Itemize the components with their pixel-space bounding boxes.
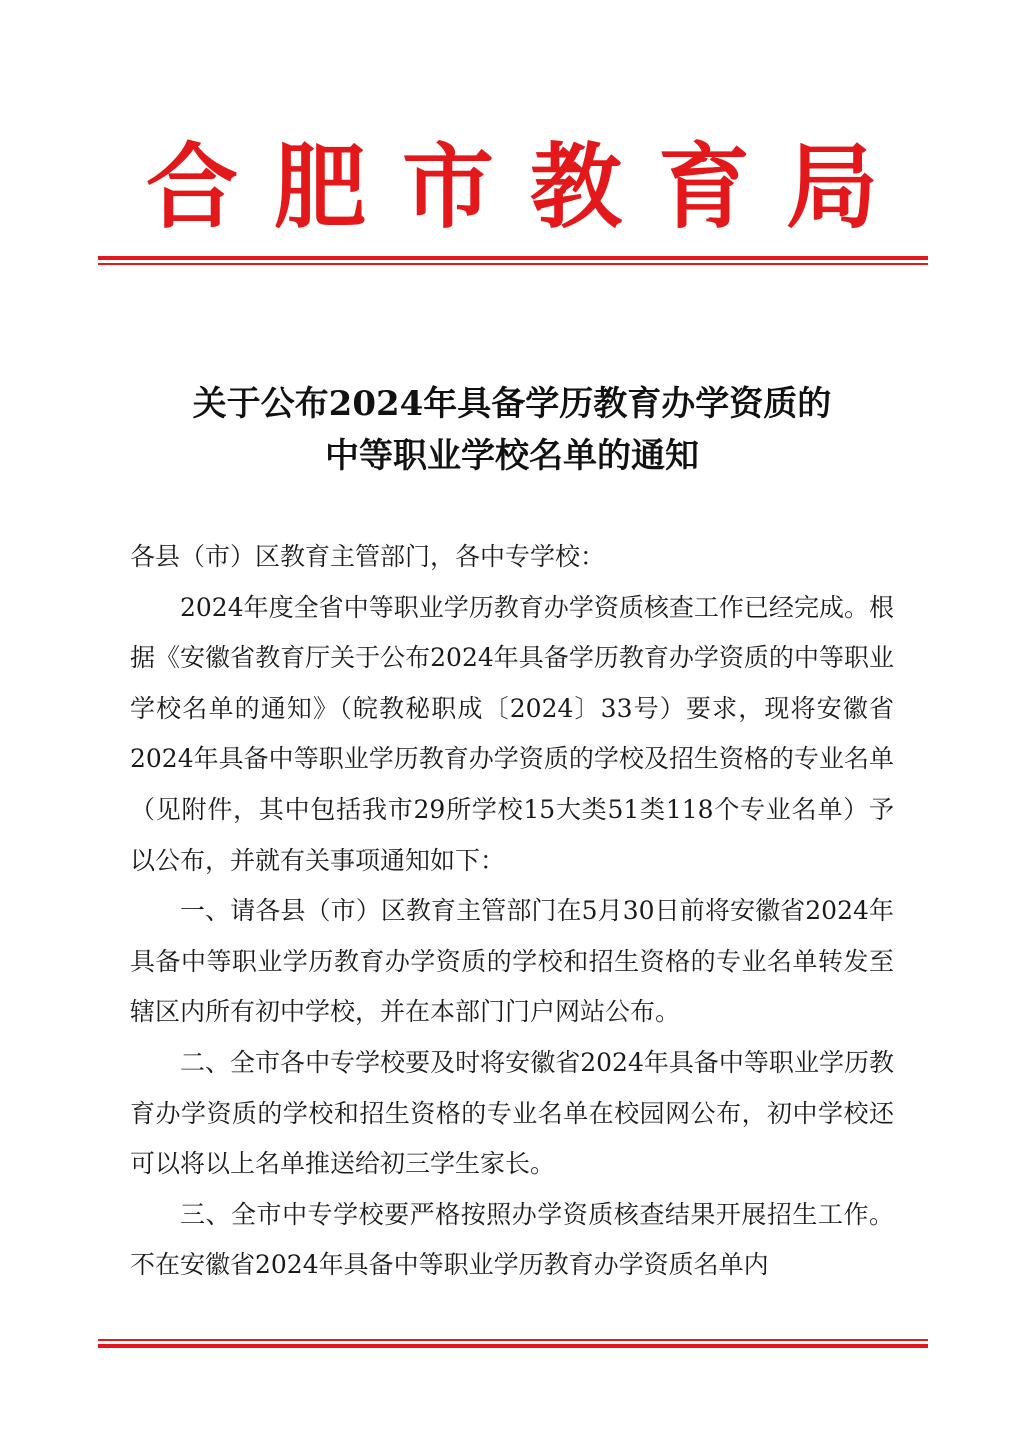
document-title-line-2: 中等职业学校名单的通知 xyxy=(325,436,699,476)
paragraph-item-3: 三、全市中专学校要严格按照办学资质核查结果开展招生工作。不在安徽省2024年具备中等职业学历教育办学资质名单内 xyxy=(130,1199,894,1280)
salutation: 各县（市）区教育主管部门，各中专学校： xyxy=(130,542,606,571)
masthead-agency-name: 合肥市教育局 xyxy=(145,133,914,241)
paragraph-intro: 2024年度全省中等职业学历教育办学资质核查工作已经完成。根据《安徽省教育厅关于公布2024年具备学历教育办学资质的中等职业学校名单的通知》（皖教秘职成〔2024〕33号）要求，现将安徽省2024年具备中等职业学历教育办学资质的学校及招生资格的专业名单（见附件，其中包括我市29所学校15大类51类118个专业名单）予以公布，并就有关事项通知如下： xyxy=(130,592,894,875)
footer-red-rule-thin xyxy=(98,1339,928,1341)
header-red-rule-thin xyxy=(98,263,928,265)
paragraph-item-1: 一、请各县（市）区教育主管部门在5月30日前将安徽省2024年具备中等职业学历教育办学资质的学校和招生资格的专业名单转发至辖区内所有初中学校，并在本部门门户网站公布。 xyxy=(130,896,894,1027)
document-body xyxy=(130,532,894,1291)
paragraph-item-2: 二、全市各中专学校要及时将安徽省2024年具备中等职业学历教育办学资质的学校和招生资格的专业名单在校园网公布，初中学校还可以将以上名单推送给初三学生家长。 xyxy=(130,1047,894,1179)
footer-red-rule-thick xyxy=(98,1344,928,1348)
header-red-rule-thick xyxy=(98,256,928,260)
document-title-line-1: 关于公布2024年具备学历教育办学资质的 xyxy=(192,384,832,424)
